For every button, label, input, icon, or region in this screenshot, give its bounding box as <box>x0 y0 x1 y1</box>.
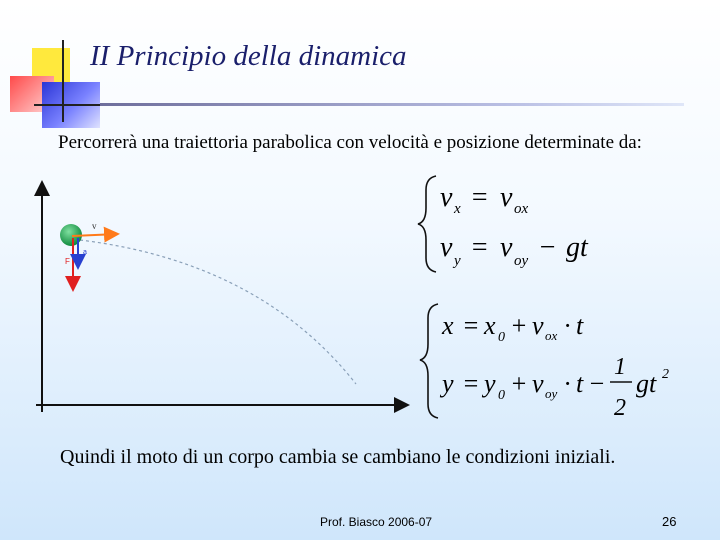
intro-text: Percorrerà una traiettoria parabolica con velocità e posizione determinate da: <box>58 132 642 153</box>
svg-text:−: − <box>538 232 557 263</box>
svg-text:ox: ox <box>514 201 529 217</box>
svg-text:·: · <box>564 369 571 398</box>
force-label: F <box>65 257 70 266</box>
svg-text:t: t <box>576 369 584 398</box>
svg-text:·: · <box>564 311 571 340</box>
page-number: 26 <box>662 514 677 529</box>
svg-text:=: = <box>470 182 489 213</box>
conclusion-text: Quindi il moto di un corpo cambia se cambiano le condizioni iniziali. <box>60 446 616 468</box>
svg-text:x: x <box>484 311 496 340</box>
equation-x <box>441 311 584 345</box>
svg-text:y: y <box>442 369 454 398</box>
svg-text:0: 0 <box>498 388 505 403</box>
brace-system-1 <box>418 176 436 272</box>
svg-text:t: t <box>576 311 584 340</box>
equation-vx <box>440 182 529 217</box>
svg-text:y: y <box>454 253 461 269</box>
svg-text:0: 0 <box>498 330 505 345</box>
svg-text:oy: oy <box>545 386 558 401</box>
svg-text:2: 2 <box>662 367 669 382</box>
equation-y <box>439 354 669 421</box>
svg-text:+: + <box>510 311 528 340</box>
svg-text:gt: gt <box>566 232 588 263</box>
svg-text:v: v <box>500 182 513 213</box>
svg-text:=: = <box>470 232 489 263</box>
svg-text:1: 1 <box>614 354 626 380</box>
slide-title: II Principio della dinamica <box>90 40 407 72</box>
acceleration-label: a <box>83 249 87 256</box>
svg-text:gt: gt <box>636 369 657 398</box>
brace-system-2 <box>420 304 438 418</box>
svg-text:=: = <box>462 369 480 398</box>
svg-text:x: x <box>454 201 461 217</box>
svg-text:v: v <box>532 369 544 398</box>
svg-text:v: v <box>440 182 453 213</box>
svg-text:ox: ox <box>545 328 558 343</box>
velocity-label: v <box>92 221 97 231</box>
svg-text:v: v <box>500 232 513 263</box>
svg-text:2: 2 <box>614 395 626 421</box>
svg-text:y: y <box>484 369 496 398</box>
svg-text:+: + <box>510 369 528 398</box>
svg-text:=: = <box>462 311 480 340</box>
svg-text:oy: oy <box>514 253 529 269</box>
svg-text:−: − <box>588 369 606 398</box>
svg-text:x: x <box>442 311 454 340</box>
svg-text:v: v <box>532 311 544 340</box>
svg-text:v: v <box>440 232 453 263</box>
footer-author: Prof. Biasco 2006-07 <box>320 515 433 529</box>
equation-vy <box>440 232 589 269</box>
